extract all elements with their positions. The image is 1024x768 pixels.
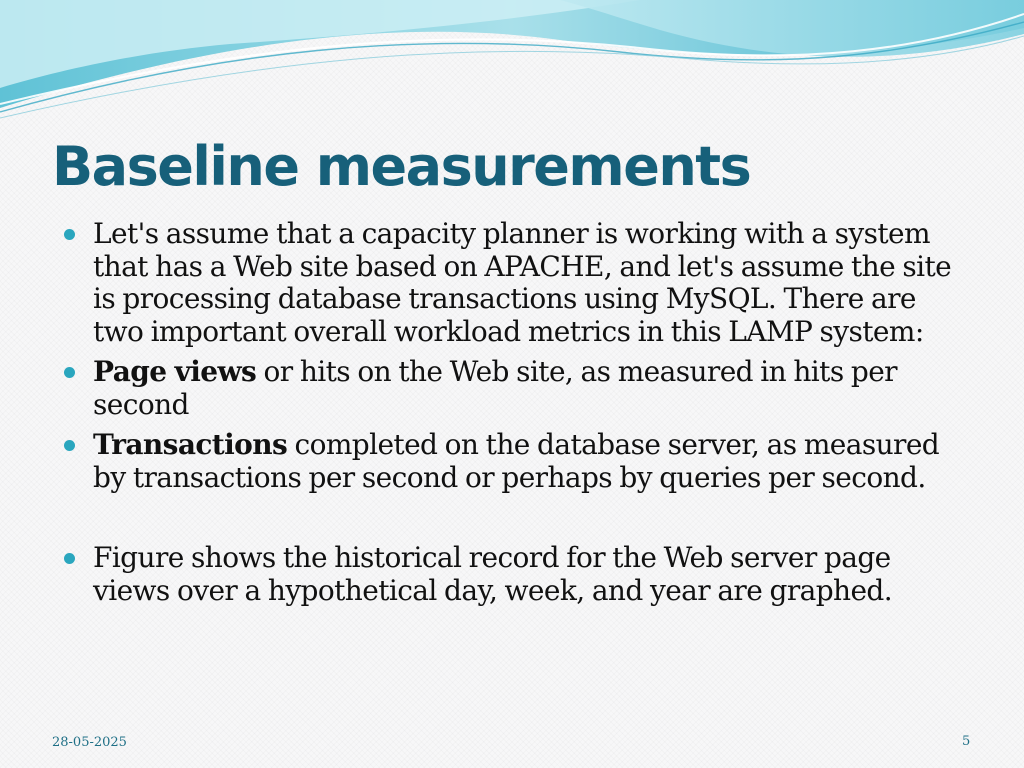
footer-date: 28-05-2025 [52, 735, 127, 750]
slide-title: Baseline measurements [52, 135, 751, 198]
bullet-text: completed on the database server, as measured by transactions per second or perhaps by queries per second. [93, 428, 940, 494]
bullet-text: Figure shows the historical record for the Web server page views over a hypothetical day, week, and year are graphed. [93, 541, 893, 607]
bullet-item [64, 218, 964, 348]
footer-page-number: 5 [962, 734, 971, 749]
bullet-icon [64, 553, 75, 564]
bullet-item [64, 356, 964, 421]
bullet-icon [64, 440, 75, 451]
bullet-text: Let's assume that a capacity planner is working with a system that has a Web site based on APACHE, and let's assume the site is processing database transactions using MySQL. There are two important overall workload metrics in this LAMP system: [93, 217, 952, 348]
bullet-bold-term: Page views [93, 355, 257, 388]
bullet-icon [64, 229, 75, 240]
bullet-item [64, 542, 964, 607]
bullet-icon [64, 367, 75, 378]
bullet-text: or hits on the Web site, as measured in hits per second [93, 355, 897, 421]
bullet-bold-term: Transactions [93, 428, 288, 461]
bullet-list [64, 218, 964, 607]
header-wave-decoration [0, 0, 1024, 130]
bullet-item [64, 429, 964, 494]
